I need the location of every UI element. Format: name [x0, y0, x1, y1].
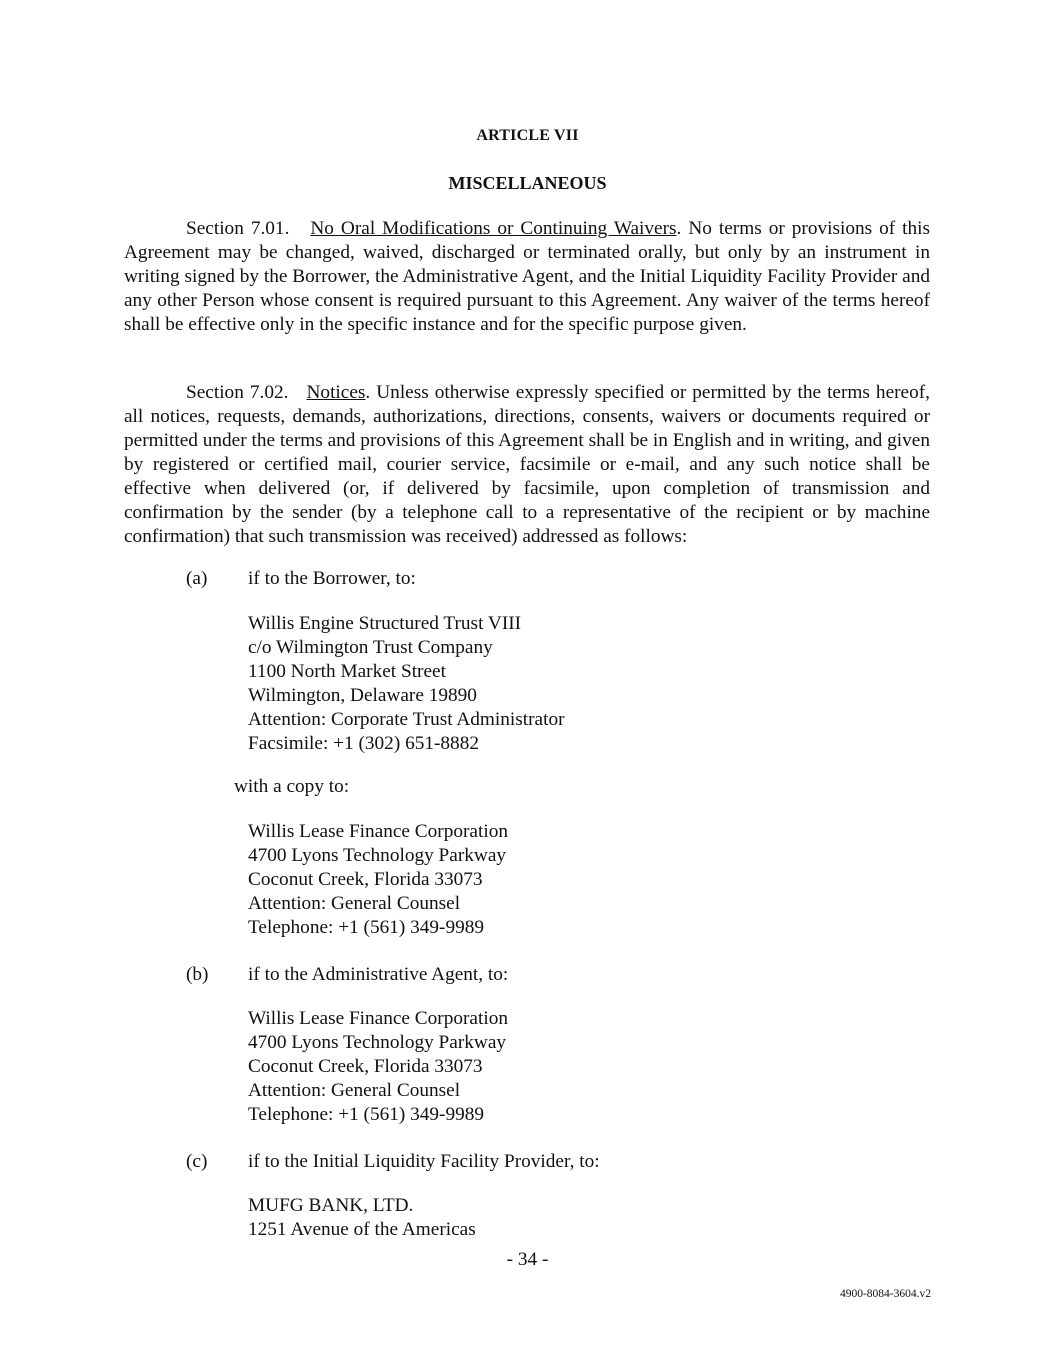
address-line: Attention: General Counsel — [248, 893, 461, 914]
address-line: 4700 Lyons Technology Parkway — [248, 1032, 507, 1053]
section-7-02-body: . Unless otherwise expressly specified or permitted by the terms hereof, all notices, requests, demands, authorizations, directions, consents, waivers or documents required or permitted under the terms and provisions of this Agreement shall be in English and in writing, and given by registered or certified mail, courier service, facsimile or e-mail, and any such notice shall be effective when delivered (or, if delivered by facsimile, upon completion of transmission and confirmation by the sender (by a telephone call to a representative of the recipient or by machine confirmation) that such transmission was received) addressed as follows: — [124, 382, 930, 547]
section-7-01-body: . No terms or provisions of this Agreement may be changed, waived, discharged or terminated orally, but only by an instrument in writing signed by the Borrower, the Administrative Agent, and the Initial Liquidity Facility Provider and any other Person whose consent is required pursuant to this Agreement. Any waiver of the terms hereof shall be effective only in the specific instance and for the specific purpose given. — [124, 218, 931, 335]
address-line: 4700 Lyons Technology Parkway — [248, 845, 507, 866]
section-7-02-heading: Notices — [306, 382, 366, 403]
address-line: Telephone: +1 (561) 349-9989 — [248, 1104, 485, 1125]
page-number: - 34 - — [506, 1249, 549, 1270]
document-id: 4900-8084-3604.v2 — [839, 1288, 931, 1300]
address-line: Facsimile: +1 (302) 651-8882 — [248, 733, 479, 754]
notice-item-a-letter: (a) — [186, 568, 208, 589]
address-line: MUFG BANK, LTD. — [248, 1195, 414, 1216]
borrower-address — [248, 612, 565, 756]
notice-item-b-text: if to the Administrative Agent, to: — [248, 964, 509, 985]
section-7-02-label: Section 7.02. — [186, 382, 289, 403]
address-line: 1100 North Market Street — [248, 661, 446, 682]
admin-agent-address — [248, 1007, 508, 1127]
address-line: Attention: General Counsel — [248, 1080, 461, 1101]
borrower-copy-address — [248, 820, 508, 940]
section-7-01-heading: No Oral Modifications or Continuing Waivers — [310, 218, 677, 239]
address-line: Willis Lease Finance Corporation — [248, 821, 508, 842]
section-7-02-paragraph — [124, 381, 930, 549]
address-line: c/o Wilmington Trust Company — [248, 637, 493, 658]
section-7-01-label: Section 7.01. — [186, 218, 290, 239]
address-line: Telephone: +1 (561) 349-9989 — [248, 917, 485, 938]
address-line: Wilmington, Delaware 19890 — [248, 685, 477, 706]
copy-to-label: with a copy to: — [234, 776, 350, 797]
liquidity-provider-address — [248, 1194, 476, 1242]
address-line: 1251 Avenue of the Americas — [248, 1219, 476, 1240]
notice-item-c-text: if to the Initial Liquidity Facility Provider, to: — [248, 1151, 600, 1172]
address-line: Willis Lease Finance Corporation — [248, 1008, 508, 1029]
address-line: Coconut Creek, Florida 33073 — [248, 1056, 483, 1077]
notice-item-a-text: if to the Borrower, to: — [248, 568, 416, 589]
article-title: MISCELLANEOUS — [448, 173, 607, 193]
address-line: Attention: Corporate Trust Administrator — [248, 709, 565, 730]
address-line: Willis Engine Structured Trust VIII — [248, 613, 522, 634]
section-7-01-paragraph — [124, 217, 930, 337]
notice-item-b-letter: (b) — [186, 964, 209, 985]
article-number: ARTICLE VII — [476, 127, 579, 144]
notice-item-c-letter: (c) — [186, 1151, 208, 1172]
address-line: Coconut Creek, Florida 33073 — [248, 869, 483, 890]
